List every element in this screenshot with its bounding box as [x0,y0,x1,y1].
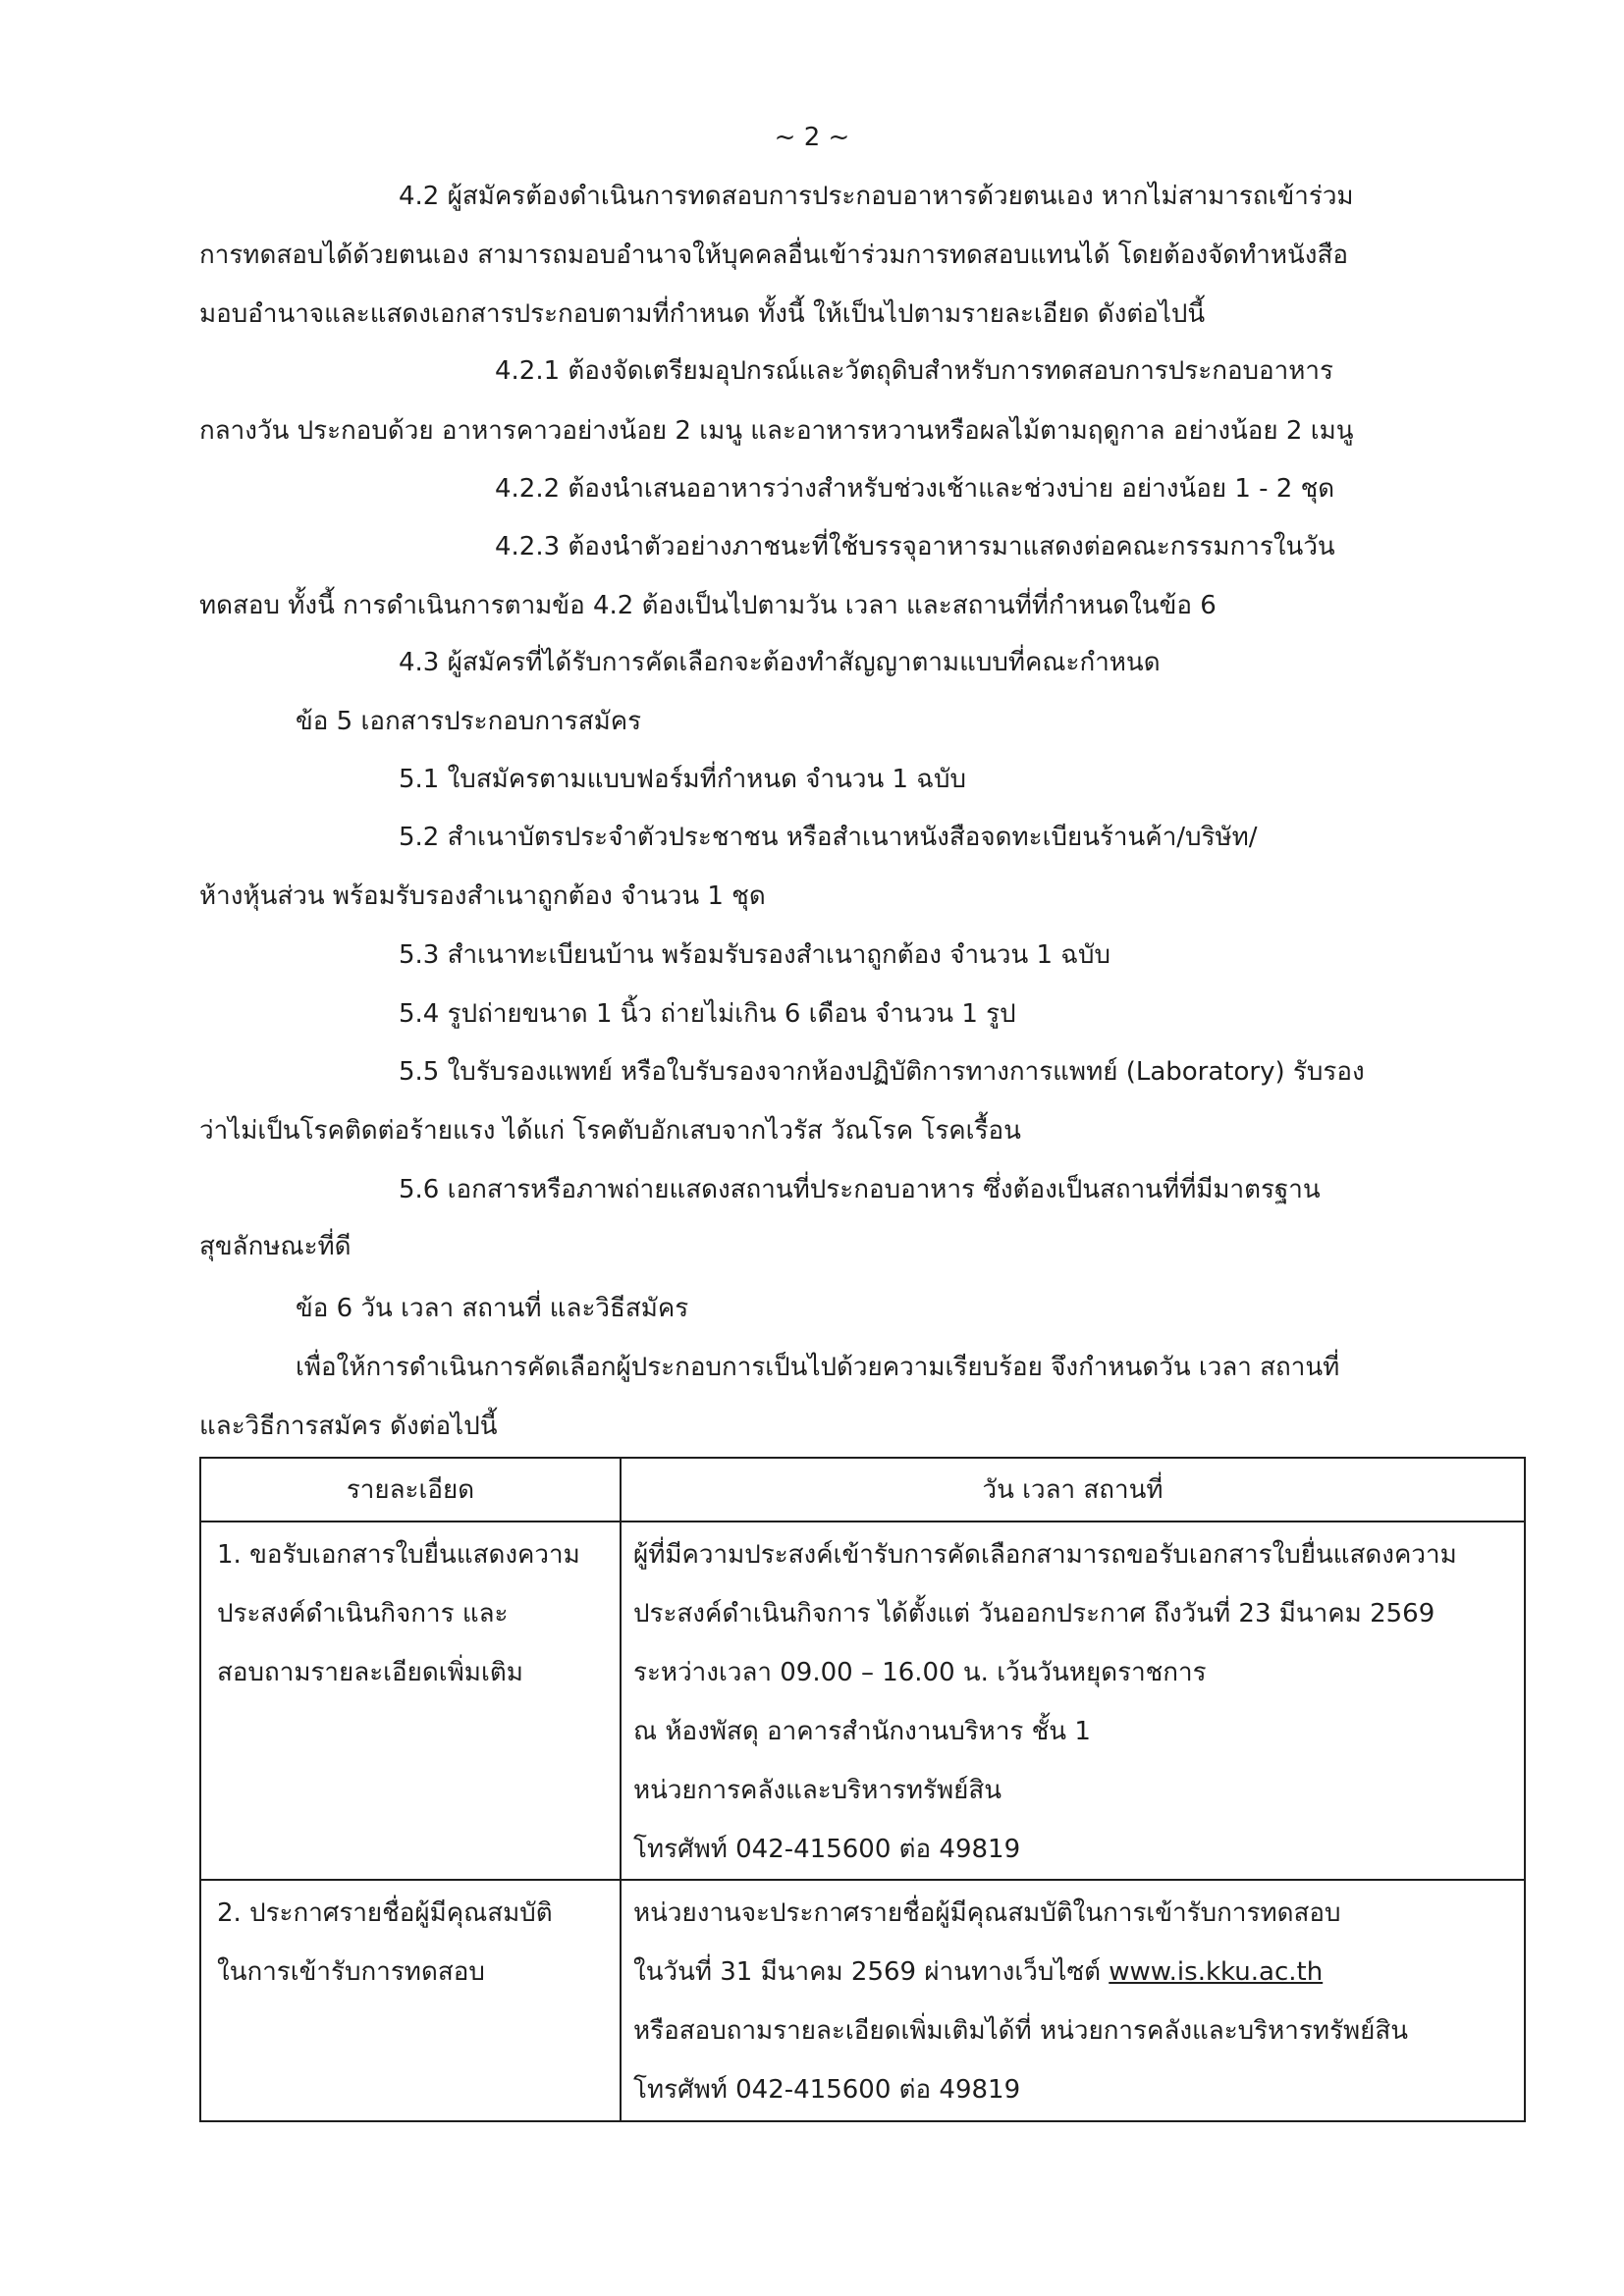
clause-5-1-line: 5.1 ใบสมัครตามแบบฟอร์มที่กำหนด จำนวน 1 ฉบับ [399,765,967,794]
datetime-place-cell [621,1880,1525,2121]
detail-cell [200,1522,621,1880]
clause-5-2-line: 5.2 สำเนาบัตรประจำตัวประชาชน หรือสำเนาหนังสือจดทะเบียนร้านค้า/บริษัท/ [399,823,1258,852]
detail-line: สอบถามรายละเอียดเพิ่มเติม [217,1658,523,1687]
detail-line: ในการเข้ารับการทดสอบ [217,1957,485,1987]
clause-4-2-line: มอบอำนาจและแสดงเอกสารประกอบตามที่กำหนด ทั้งนี้ ให้เป็นไปตามรายละเอียด ดังต่อไปนี้ [199,299,1206,329]
phone-line: โทรศัพท์ 042-415600 ต่อ 49819 [633,1835,1021,1864]
clause-4-2-line: 4.2 ผู้สมัครต้องดำเนินการทดสอบการประกอบอาหารด้วยตนเอง หากไม่สามารถเข้าร่วม [399,182,1354,211]
clause-5-5-line: ว่าไม่เป็นโรคติดต่อร้ายแรง ได้แก่ โรคตับอักเสบจากไวรัส วัณโรค โรคเรื้อน [199,1116,1021,1146]
detail-line: ประสงค์ดำเนินกิจการ และ [217,1599,509,1629]
clause-4-2-line: การทดสอบได้ด้วยตนเอง สามารถมอบอำนาจให้บุคคลอื่นเข้าร่วมการทดสอบแทนได้ โดยต้องจัดทำหนังสือ [199,240,1348,270]
datetime-place-line: ณ ห้องพัสดุ อาคารสำนักงานบริหาร ชั้น 1 [633,1717,1091,1746]
clause-4-2-3-line: 4.2.3 ต้องนำตัวอย่างภาชนะที่ใช้บรรจุอาหารมาแสดงต่อคณะกรรมการในวัน [495,532,1335,561]
header-detail: รายละเอียด [200,1458,621,1522]
datetime-place-line: ระหว่างเวลา 09.00 – 16.00 น. เว้นวันหยุดราชการ [633,1658,1207,1687]
header-datetime-place: วัน เวลา สถานที่ [621,1458,1525,1522]
clause-5-6-line: 5.6 เอกสารหรือภาพถ่ายแสดงสถานที่ประกอบอาหาร ซึ่งต้องเป็นสถานที่ที่มีมาตรฐาน [399,1175,1321,1204]
clause-4-2-1-line: 4.2.1 ต้องจัดเตรียมอุปกรณ์และวัตถุดิบสำหรับการทดสอบการประกอบอาหาร [495,356,1333,386]
schedule-table [199,1457,1526,2122]
table-row [200,1522,1525,1880]
section-6-intro-line: เพื่อให้การดำเนินการคัดเลือกผู้ประกอบการเป็นไปด้วยความเรียบร้อย จึงกำหนดวัน เวลา สถานที่ [296,1353,1340,1382]
detail-line: 2. ประกาศรายชื่อผู้มีคุณสมบัติ [217,1898,553,1928]
clause-4-2-1-line: กลางวัน ประกอบด้วย อาหารคาวอย่างน้อย 2 เมนู และอาหารหวานหรือผลไม้ตามฤดูกาล อย่างน้อย 2 เมนู [199,416,1354,446]
datetime-place-line: หน่วยการคลังและบริหารทรัพย์สิน [633,1776,1002,1805]
datetime-place-line: ผู้ที่มีความประสงค์เข้ารับการคัดเลือกสามารถขอรับเอกสารใบยื่นแสดงความ [633,1540,1457,1570]
table-row [200,1880,1525,2121]
section-5-heading: ข้อ 5 เอกสารประกอบการสมัคร [296,707,642,736]
clause-5-2-line: ห้างหุ้นส่วน พร้อมรับรองสำเนาถูกต้อง จำนวน 1 ชุด [199,881,766,911]
clause-5-6-line: สุขลักษณะที่ดี [199,1232,352,1261]
announcement-date-text: ในวันที่ 31 มีนาคม 2569 ผ่านทางเว็บไซต์ [633,1957,1101,1987]
section-6-intro-line: และวิธีการสมัคร ดังต่อไปนี้ [199,1412,498,1441]
clause-4-2-2-line: 4.2.2 ต้องนำเสนออาหารว่างสำหรับช่วงเช้าและช่วงบ่าย อย่างน้อย 1 - 2 ชุด [495,474,1335,504]
detail-line: 1. ขอรับเอกสารใบยื่นแสดงความ [217,1540,580,1570]
clause-4-2-3-line: ทดสอบ ทั้งนี้ การดำเนินการตามข้อ 4.2 ต้องเป็นไปตามวัน เวลา และสถานที่ที่กำหนดในข้อ 6 [199,591,1217,620]
datetime-place-line [633,1943,1524,2002]
clause-5-5-line: 5.5 ใบรับรองแพทย์ หรือใบรับรองจากห้องปฏิบัติการทางการแพทย์ (Laboratory) รับรอง [399,1057,1365,1087]
page-number: ~ 2 ~ [774,123,850,152]
clause-5-3-line: 5.3 สำเนาทะเบียนบ้าน พร้อมรับรองสำเนาถูกต้อง จำนวน 1 ฉบับ [399,940,1111,970]
website-link[interactable]: www.is.kku.ac.th [1109,1957,1324,1987]
detail-cell [200,1880,621,2121]
datetime-place-line: หน่วยงานจะประกาศรายชื่อผู้มีคุณสมบัติในการเข้ารับการทดสอบ [633,1898,1341,1928]
section-6-heading: ข้อ 6 วัน เวลา สถานที่ และวิธีสมัคร [296,1294,689,1323]
clause-4-3-line: 4.3 ผู้สมัครที่ได้รับการคัดเลือกจะต้องทำสัญญาตามแบบที่คณะกำหนด [399,648,1161,677]
phone-line: โทรศัพท์ 042-415600 ต่อ 49819 [633,2075,1021,2105]
table-header-row [200,1458,1525,1522]
datetime-place-cell [621,1522,1525,1880]
clause-5-4-line: 5.4 รูปถ่ายขนาด 1 นิ้ว ถ่ายไม่เกิน 6 เดือน จำนวน 1 รูป [399,999,1016,1029]
datetime-place-line: ประสงค์ดำเนินกิจการ ได้ตั้งแต่ วันออกประกาศ ถึงวันที่ 23 มีนาคม 2569 [633,1599,1435,1629]
datetime-place-line: หรือสอบถามรายละเอียดเพิ่มเติมได้ที่ หน่วยการคลังและบริหารทรัพย์สิน [633,2016,1408,2046]
